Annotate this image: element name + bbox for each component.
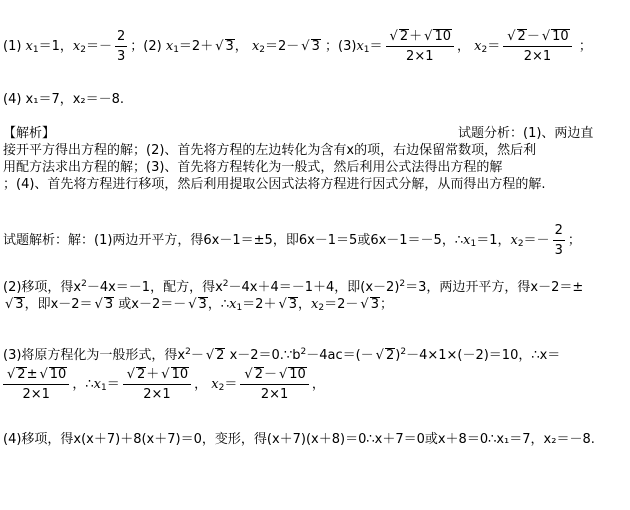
numerator: 2 xyxy=(115,28,127,47)
part1-label: (1) xyxy=(3,39,26,54)
text: ，∴ xyxy=(207,297,230,312)
sqrt-arg: 2 xyxy=(385,348,395,363)
text: ； xyxy=(567,233,581,248)
solution-part3-line2: $\frac{√ 2\pm √ 10}{2\times 1}$ ，∴x1＝ $\frac{√ 2+ √ 10}{2\times 1}$ ， x2＝ $\frac{√ 2- √ 10}{2\times 1}$ ， xyxy=(3,366,325,403)
text: 或x－2＝－ xyxy=(114,297,187,312)
part2-label: (2) xyxy=(143,39,166,54)
fraction-root-plus xyxy=(386,28,454,65)
var-x: x xyxy=(356,39,364,54)
text: －4×1×(－2)＝10，∴x＝ xyxy=(406,348,561,363)
text: ± xyxy=(26,367,38,382)
text: － xyxy=(526,29,540,44)
denominator: 2×1 xyxy=(406,49,434,64)
text: ＝2＋ xyxy=(178,39,214,54)
var-x: x xyxy=(72,39,81,54)
sqrt-arg: 10 xyxy=(434,29,451,44)
sqrt-arg: 3 xyxy=(225,39,234,54)
sqrt-arg: 2 xyxy=(216,348,225,363)
sqrt-arg: 10 xyxy=(552,29,569,44)
sqrt-arg: 3 xyxy=(311,39,320,54)
numerator: √ 2＋ √ 10 xyxy=(123,366,191,385)
text: ＝3，两边开平方，得x－2＝± xyxy=(405,280,584,295)
analysis-line-3: ；(4)、首先将方程进行移项，然后利用提取公因式法将方程进行因式分解，从而得出方程的解. xyxy=(3,177,546,192)
text: ＝ xyxy=(369,39,383,54)
sqrt-arg: 3 xyxy=(370,297,379,312)
var-x: x xyxy=(229,297,237,312)
text: (2)移项，得x xyxy=(3,280,82,295)
sqrt-arg: 2 xyxy=(517,29,526,44)
fraction-root-pm xyxy=(3,366,69,403)
solution-part1: 试题解析：解：(1)两边开平方，得6x－1＝±5，即6x－1＝5或6x－1＝－5，∴x1＝1，x2＝－ $\frac{2}{3}$ ； xyxy=(3,223,581,258)
text: －4ac＝(－ xyxy=(306,348,374,363)
var-x: x xyxy=(165,39,174,54)
sqrt-arg: 2 xyxy=(399,29,409,44)
fraction-root-plus xyxy=(123,366,191,403)
denominator: 2×1 xyxy=(143,387,171,402)
sqrt-arg: 10 xyxy=(49,367,67,382)
text: ＝ xyxy=(224,377,238,392)
text: 试题解析：解：(1)两边开平方，得6x－1＝±5，即6x－1＝5或6x－1＝－5，∴ xyxy=(3,233,464,248)
text: ， xyxy=(456,39,470,54)
var-x: x xyxy=(25,39,33,54)
numerator: √ 2－ √ 10 xyxy=(240,366,308,385)
sqrt-arg: 3 xyxy=(104,297,114,312)
sqrt-arg: 3 xyxy=(15,297,24,312)
text: ； xyxy=(379,297,393,312)
text: ，∴ xyxy=(72,377,94,392)
part3-label: (3) xyxy=(338,39,357,54)
denominator: 2×1 xyxy=(523,49,552,64)
analysis-header: 【解析】 xyxy=(3,126,56,141)
analysis-intro: 试题分析：(1)、两边直 xyxy=(458,126,594,141)
var-x: x xyxy=(311,297,319,312)
text: ； xyxy=(578,39,592,54)
fraction-two-thirds xyxy=(115,28,127,65)
text: ； xyxy=(130,39,144,54)
sqrt-arg: 10 xyxy=(171,367,189,382)
text: ) xyxy=(395,348,401,363)
text: ，即x－2＝ xyxy=(24,297,93,312)
sqrt-arg: 2 xyxy=(137,367,146,382)
answer-line-4: (4) x₁＝7，x₂＝－8. xyxy=(3,92,125,107)
numerator: √ 2＋ √ 10 xyxy=(386,28,454,47)
text: － xyxy=(263,367,277,382)
answer-line-1: (1) x1＝1，x2＝－ $\frac{2}{3}$ ；(2) x1＝2＋ √ 3， x2＝2－ √ 3 ；(3)x1＝ $\frac{√ 2+ √ 10}{2\times 1}$ ， x2＝ $\frac{√ 2- √ 10}{2\times 1}$ ； xyxy=(3,29,592,64)
var-x: x xyxy=(474,39,482,54)
text: ＋ xyxy=(146,367,160,382)
text: ＝2＋ xyxy=(242,297,277,312)
text: －4x＋4＝－1＋4，即(x－2) xyxy=(228,280,400,295)
denominator: 2×1 xyxy=(260,387,289,402)
text: ＝2－ xyxy=(265,39,300,54)
var-x: x xyxy=(211,377,219,392)
solution-part2-line2: √ 3，即x－2＝ √ 3 或x－2＝－ √ 3，∴x1＝2＋ √ 3，x2＝2－ √ 3； xyxy=(5,297,393,313)
text: － xyxy=(190,348,204,363)
text: ， xyxy=(298,297,312,312)
var-x: x xyxy=(251,39,260,54)
sqrt-arg: 2 xyxy=(254,367,263,382)
sqrt-arg: 3 xyxy=(198,297,207,312)
text: ＝ xyxy=(487,39,501,54)
denominator: 3 xyxy=(117,49,126,64)
text: ， xyxy=(194,377,208,392)
fraction-two-thirds xyxy=(553,222,565,259)
fraction-root-minus xyxy=(240,366,308,403)
text: ＋ xyxy=(409,29,423,44)
text: ＝－ xyxy=(523,233,550,248)
var-x: x xyxy=(463,233,471,248)
solution-part4: (4)移项，得x(x＋7)＋8(x＋7)＝0，变形，得(x＋7)(x＋8)＝0∴x＋7＝0或x＋8＝0∴x₁＝7，x₂＝－8. xyxy=(3,432,595,447)
text: ＝1， xyxy=(38,39,73,54)
text: x－2＝0.∵b xyxy=(225,348,301,363)
text: －4x＝－1，配方，得x xyxy=(86,280,223,295)
numerator: √ 2－ √ 10 xyxy=(503,28,571,47)
solution-part2-line1: (2)移项，得$x^2-4x=-1$，配方，得$x^2-4x+4=-1+4$，即$(x-2)^2=3$，两边开平方，得x－2＝± xyxy=(3,279,584,295)
numerator: 2 xyxy=(553,222,565,241)
sqrt-arg: 3 xyxy=(288,297,298,312)
analysis-line-2: 用配方法求出方程的解；(3)、首先将方程转化为一般式，然后利用公式法得出方程的解 xyxy=(3,160,503,175)
text: ； xyxy=(325,39,339,54)
numerator: √ 2± √ 10 xyxy=(3,366,69,385)
sqrt-arg: 10 xyxy=(289,367,306,382)
var-x: x xyxy=(510,233,518,248)
var-x: x xyxy=(93,377,101,392)
text: ＝1， xyxy=(476,233,511,248)
text: ＝－ xyxy=(85,39,112,54)
text: ， xyxy=(311,377,325,392)
sqrt-arg: 2 xyxy=(17,367,26,382)
analysis-line-1: 接开平方得出方程的解；(2)、首先将方程的左边转化为含有x的项，右边保留常数项，然后利 xyxy=(3,143,537,158)
denominator: 3 xyxy=(554,243,563,258)
fraction-root-minus xyxy=(503,28,571,65)
text: ＝ xyxy=(106,377,120,392)
text: ＝2－ xyxy=(324,297,359,312)
denominator: 2×1 xyxy=(22,387,50,402)
text: ， xyxy=(234,39,248,54)
solution-part3-line1: (3)将原方程化为一般形式，得$x^2-$ √ 2 $x-2=0.\because b^2-4ac=(-$ √ 2)$^2$－4×1×(－2)＝10，∴x＝ xyxy=(3,347,561,363)
text: (3)将原方程化为一般形式，得x xyxy=(3,348,186,363)
